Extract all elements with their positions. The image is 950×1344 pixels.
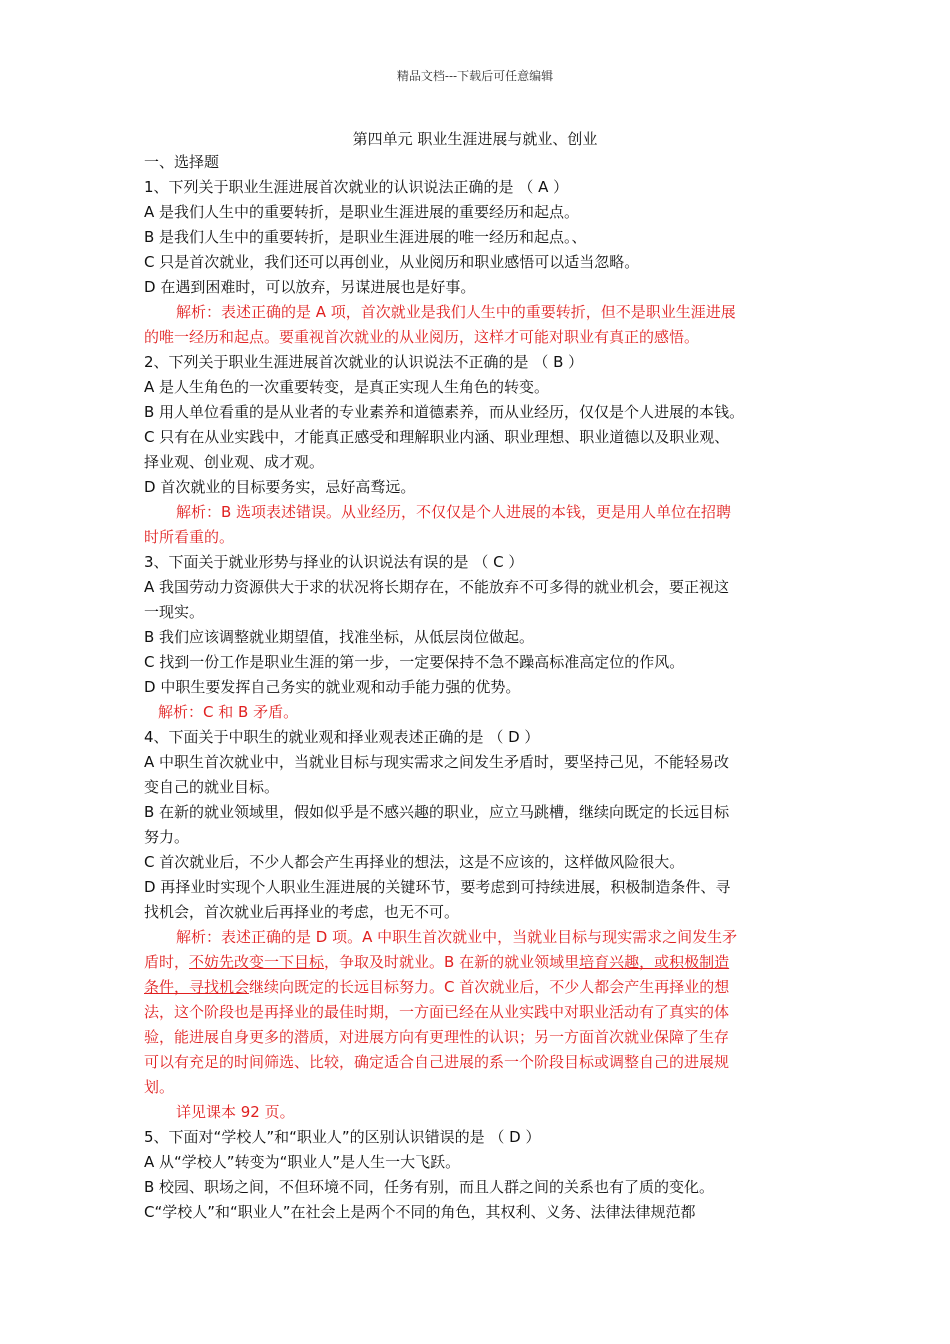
question-2-analysis-cont: 时所看重的。 [144,528,235,546]
question-5-option-a: A 从“学校人”转变为“职业人”是人生一大飞跃。 [144,1153,461,1171]
question-1-analysis: 解析：表述正确的是 A 项，首次就业是我们人生中的重要转折，但不是职业生涯进展 [176,303,736,321]
document-title: 第四单元 职业生涯进展与就业、创业 [352,130,598,148]
question-1-option-b: B 是我们人生中的重要转折，是职业生涯进展的唯一经历和起点。、 [144,228,587,246]
question-3-option-c: C 找到一份工作是职业生涯的第一步，一定要保持不急不躁高标准高定位的作风。 [144,653,685,671]
question-1-option-a: A 是我们人生中的重要转折，是职业生涯进展的重要经历和起点。 [144,203,580,221]
question-4-analysis-line-5: 验，能进展自身更多的潜质，对进展方向有更理性的认识；另一方面首次就业保障了生存 [144,1028,730,1046]
question-4-option-c: C 首次就业后，不少人都会产生再择业的想法，这是不应该的，这样做风险很大。 [144,853,685,871]
question-3-stem: 3、下面关于就业形势与择业的认识说法有误的是 （ C ） [144,553,524,571]
question-4-analysis-line-4: 法，这个阶段也是再择业的最佳时期，一方面已经在从业实践中对职业活动有了真实的体 [144,1003,730,1021]
question-1-option-d: D 在遇到困难时，可以放弃，另谋进展也是好事。 [144,278,476,296]
analysis-underlined-text: 条件，寻找机会 [144,978,250,996]
question-4-reference: 详见课本 92 页。 [176,1103,295,1121]
question-4-option-b: B 在新的就业领域里，假如似乎是不感兴趣的职业，应立马跳槽，继续向既定的长远目标 [144,803,730,821]
question-4-option-d-cont: 找机会，首次就业后再择业的考虑，也无不可。 [144,903,460,921]
question-4-analysis: 解析：表述正确的是 D 项。A 中职生首次就业中，当就业目标与现实需求之间发生矛 [176,928,738,946]
question-2-option-c: C 只有在从业实践中，才能真正感受和理解职业内涵、职业理想、职业道德以及职业观、 [144,428,730,446]
question-4-option-a: A 中职生首次就业中，当就业目标与现实需求之间发生矛盾时，要坚持己见，不能轻易改 [144,753,730,771]
question-2-option-c-cont: 择业观、创业观、成才观。 [144,453,325,471]
analysis-text: ，争取及时就业。B 在新的就业领域里 [324,953,580,971]
question-2-option-a: A 是人生角色的一次重要转变，是真正实现人生角色的转变。 [144,378,550,396]
analysis-text: 盾时， [144,953,190,971]
question-4-analysis-line-2 [144,950,814,975]
question-1-stem: 1、下列关于职业生涯进展首次就业的认识说法正确的是 （ A ） [144,178,569,196]
question-5-stem: 5、下面对“学校人”和“职业人”的区别认识错误的是 （ D ） [144,1128,541,1146]
question-3-option-a: A 我国劳动力资源供大于求的状况将长期存在，不能放弃不可多得的就业机会，要正视这 [144,578,730,596]
question-3-analysis: 解析：C 和 B 矛盾。 [158,703,299,721]
question-2-option-d: D 首次就业的目标要务实，忌好高骛远。 [144,478,416,496]
analysis-underlined-text: 培育兴趣，或积极制造 [579,953,730,971]
question-2-analysis: 解析：B 选项表述错误。从业经历，不仅仅是个人进展的本钱，更是用人单位在招聘 [176,503,732,521]
question-4-analysis-line-7: 划。 [144,1078,175,1096]
document-body [144,150,814,1225]
question-4-option-a-cont: 变自己的就业目标。 [144,778,280,796]
question-4-stem: 4、下面关于中职生的就业观和择业观表述正确的是 （ D ） [144,728,540,746]
question-4-analysis-line-3 [144,975,814,1000]
question-2-option-b: B 用人单位看重的是从业者的专业素养和道德素养，而从业经历，仅仅是个人进展的本钱。 [144,403,745,421]
question-4-option-b-cont: 努力。 [144,828,190,846]
question-1-analysis-cont: 的唯一经历和起点。要重视首次就业的从业阅历，这样才可能对职业有真正的感悟。 [144,328,700,346]
question-1-option-c: C 只是首次就业，我们还可以再创业，从业阅历和职业感悟可以适当忽略。 [144,253,640,271]
question-3-option-b: B 我们应该调整就业期望值，找准坐标，从低层岗位做起。 [144,628,535,646]
question-4-analysis-line-6: 可以有充足的时间筛选、比较，确定适合自己进展的系一个阶段目标或调整自己的进展规 [144,1053,730,1071]
question-5-option-c: C“学校人”和“职业人”在社会上是两个不同的角色，其权利、义务、法律法律规范都 [144,1203,696,1221]
question-2-stem: 2、下列关于职业生涯进展首次就业的认识说法不正确的是 （ B ） [144,353,584,371]
question-4-option-d: D 再择业时实现个人职业生涯进展的关键环节，要考虑到可持续进展，积极制造条件、寻 [144,878,731,896]
question-5-option-b: B 校园、职场之间，不但环境不同，任务有别，而且人群之间的关系也有了质的变化。 [144,1178,715,1196]
analysis-underlined-text: 不妨先改变一下目标 [189,953,325,971]
question-3-option-a-cont: 一现实。 [144,603,205,621]
analysis-text: 继续向既定的长远目标努力。C 首次就业后，不少人都会产生再择业的想 [249,978,730,996]
question-3-option-d: D 中职生要发挥自己务实的就业观和动手能力强的优势。 [144,678,521,696]
section-heading: 一、选择题 [144,153,220,171]
page-header: 精品文档---下载后可任意编辑 [396,69,554,83]
